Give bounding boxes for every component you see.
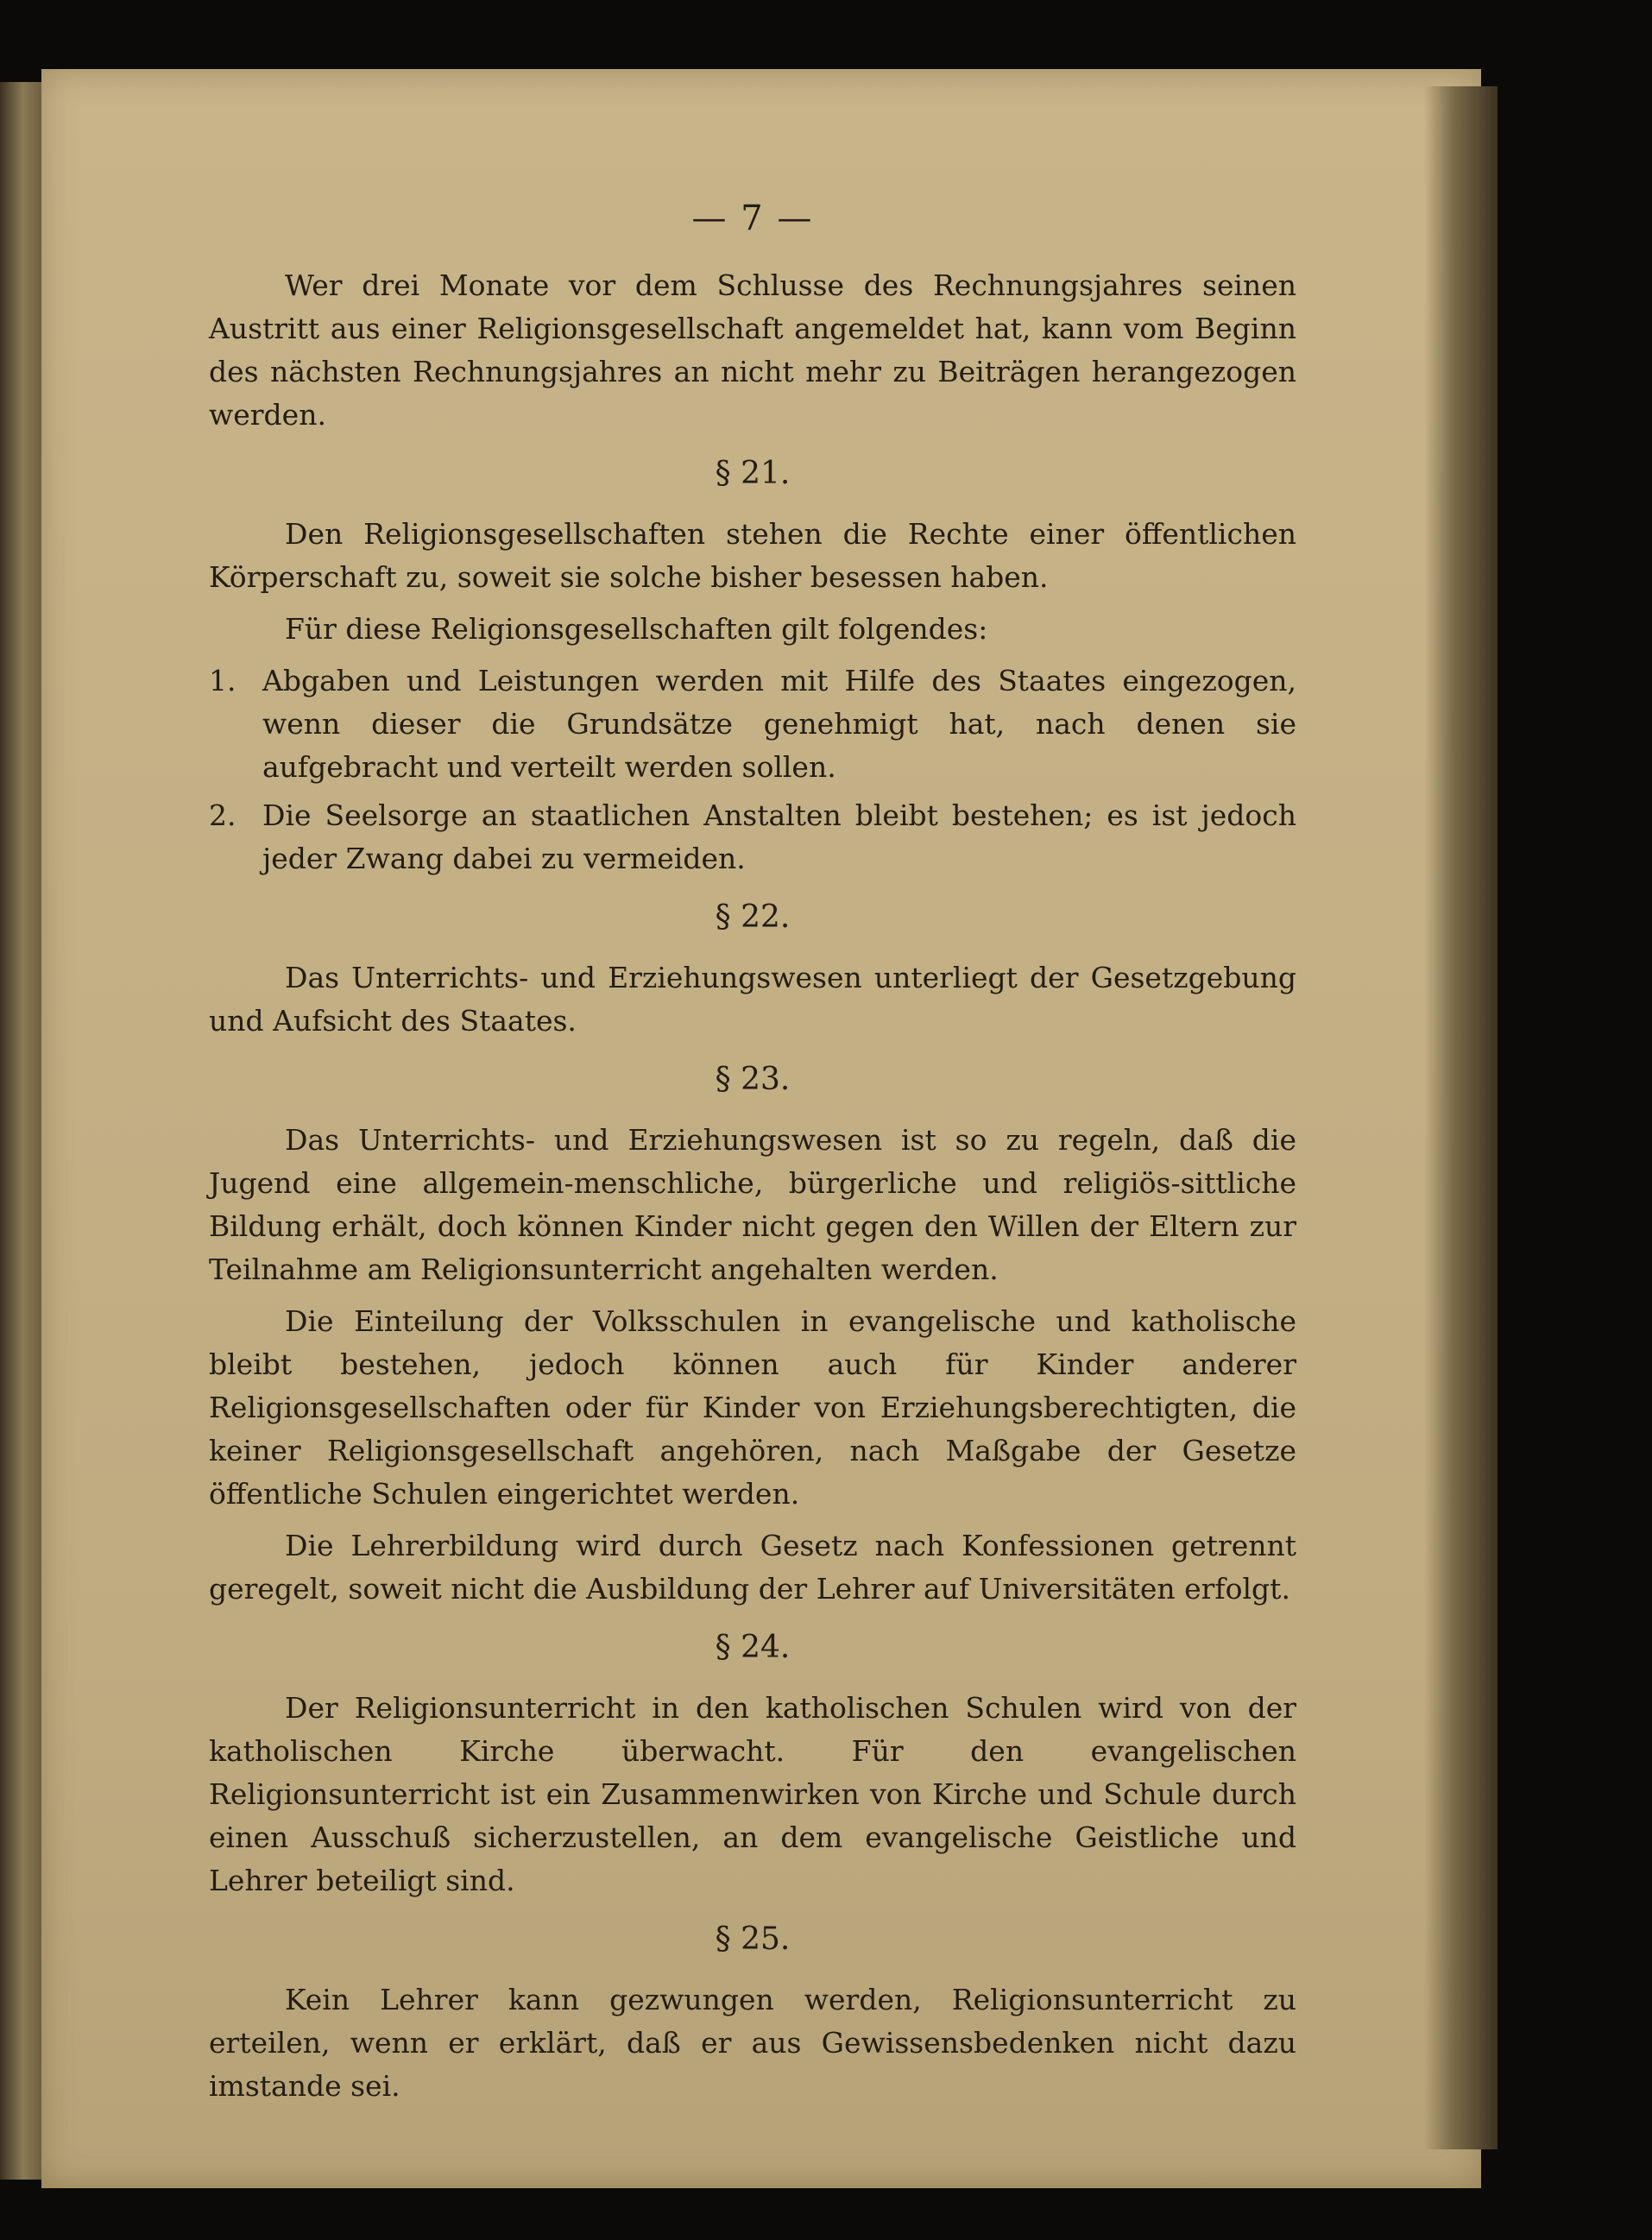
section-heading: § 23.: [715, 1062, 791, 1097]
section-heading: § 21.: [715, 456, 791, 491]
paragraph: Die Lehrerbildung wird durch Gesetz nach Konfessionen getrennt geregelt, soweit nicht die Ausbildung der Lehrer auf Universitäten erfolgt.: [209, 1529, 1296, 1606]
section-heading: § 25.: [715, 1921, 791, 1957]
paragraph: Die Einteilung der Volksschulen in evangelische und katholische bleibt bestehen, jedoch können auch für Kinder anderer Religionsgesellschaften oder für Kinder von Erziehungsberechtigten, die keiner Religionsgesellschaft angehören, nach Maßgabe der Gesetze öffentliche Schulen eingerichtet werden.: [209, 1304, 1296, 1511]
paragraph: Der Religionsunterricht in den katholischen Schulen wird von der katholischen Kirche überwacht. Für den evangelischen Religionsunterricht ist ein Zusammenwirken von Kirche und Schule durch einen Ausschuß sicherzustellen, an dem evangelische Geistliche und Lehrer beteiligt sind.: [209, 1691, 1296, 1897]
paragraph: Wer drei Monate vor dem Schlusse des Rechnungsjahres seinen Austritt aus einer Religionsgesellschaft angemeldet hat, kann vom Beginn des nächsten Rechnungsjahres an nicht mehr zu Beiträgen herangezogen werden.: [209, 268, 1296, 432]
paragraph: Das Unterrichts- und Erziehungswesen unterliegt der Gesetzgebung und Aufsicht des Staates.: [209, 961, 1296, 1038]
list-item: [209, 659, 1296, 789]
list-item: [209, 794, 1296, 880]
page-text: [209, 197, 1296, 2117]
previous-page-edge: [0, 82, 41, 2180]
paragraph: Für diese Religionsgesellschaften gilt folgendes:: [285, 612, 988, 646]
list-item-text: Die Seelsorge an staatlichen Anstalten bleibt bestehen; es ist jedoch jeder Zwang dabei zu vermeiden.: [262, 798, 1296, 875]
page-number: — 7 —: [691, 199, 814, 238]
section-heading: § 24.: [715, 1630, 791, 1665]
section-heading: § 22.: [715, 899, 791, 935]
list-item-text: Abgaben und Leistungen werden mit Hilfe des Staates eingezogen, wenn dieser die Grundsätze genehmigt hat, nach denen sie aufgebracht und verteilt werden sollen.: [262, 664, 1296, 784]
paragraph: Den Religionsgesellschaften stehen die Rechte einer öffentlichen Körperschaft zu, soweit sie solche bisher besessen haben.: [209, 517, 1296, 594]
page-content: [209, 264, 1296, 2108]
page-edge-shadow: [1424, 86, 1498, 2149]
paragraph: Kein Lehrer kann gezwungen werden, Religionsunterricht zu erteilen, wenn er erklärt, daß er aus Gewissensbedenken nicht dazu imstande sei.: [209, 1983, 1296, 2103]
list-item-number: 1.: [209, 664, 236, 697]
list-item-number: 2.: [209, 798, 236, 832]
paragraph: Das Unterrichts- und Erziehungswesen ist so zu regeln, daß die Jugend eine allgemein-menschliche, bürgerliche und religiös-sittliche Bildung erhält, doch können Kinder nicht gegen den Willen der Eltern zur Teilnahme am Religionsunterricht angehalten werden.: [209, 1123, 1296, 1286]
